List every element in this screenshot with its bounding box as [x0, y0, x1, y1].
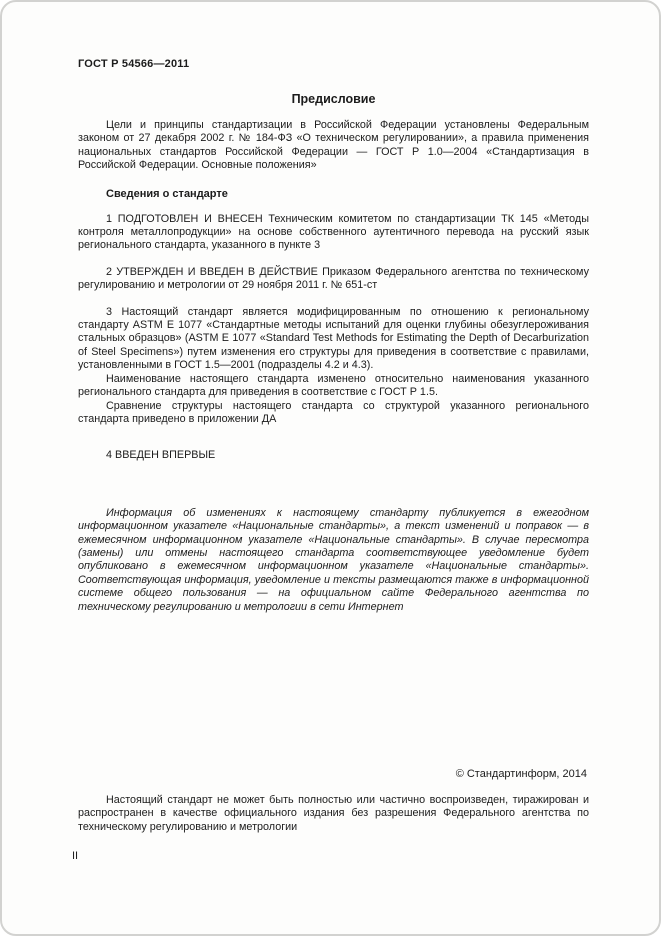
standard-info-item-3: 3 Настоящий стандарт является модифицированным по отношению к региональному стандарту ASTM E 1077 «Стандартные методы испытаний для оценки глубины обезуглероживания стальных образцов» (ASTM E 1077 «Standard Test Methods for Estimating the Depth of Decarburization of Steel Specimens») путем изменения его структуры для приведения в соответствие с правилами, установленными в ГОСТ 1.5—2001 (подразделы 4.2 и 4.3). — [78, 305, 589, 372]
amendments-info-notice: Информация об изменениях к настоящему стандарту публикуется в ежегодном информационном указателе «Национальные стандарты», а текст изменений и поправок — в ежемесячном информационном указателе «Национальные стандарты». В случае пересмотра (замены) или отмены настоящего стандарта соответствующее уведомление будет опубликовано в ежемесячном информационном указателе «Национальные стандарты». Соответствующая информация, уведомление и тексты размещаются также в информационной системе общего пользования — на официальном сайте Федерального агентства по техническому регулированию и метрологии в сети Интернет — [78, 506, 589, 613]
page-number: II — [72, 850, 79, 862]
standard-info-item-4: 4 ВВЕДЕН ВПЕРВЫЕ — [106, 449, 216, 462]
standard-info-item-2: 2 УТВЕРЖДЕН И ВВЕДЕН В ДЕЙСТВИЕ Приказом Федерального агентства по техническому регулированию и метрологии от 29 ноября 2011 г. № 651-ст — [78, 265, 589, 292]
intro-paragraph: Цели и принципы стандартизации в Российской Федерации установлены Федеральным законом от 27 декабря 2002 г. № 184-ФЗ «О техническом регулировании», а правила применения национальных стандартов Российской Федерации — ГОСТ Р 1.0—2004 «Стандартизация в Российской Федерации. Основные положения» — [78, 119, 589, 172]
page-title: Предисловие — [291, 92, 376, 106]
page-content — [2, 2, 659, 614]
section-heading-standard-info: Сведения о стандарте — [106, 187, 228, 200]
standard-info-item-3-note-1: Наименование настоящего стандарта изменено относительно наименования указанного регионального стандарта для приведения в соответствие с ГОСТ Р 1.5. — [78, 372, 589, 399]
document-number-header: ГОСТ Р 54566—2011 — [78, 58, 190, 70]
reproduction-restriction-note: Настоящий стандарт не может быть полностью или частично воспроизведен, тиражирован и распространен в качестве официального издания без разрешения Федерального агентства по техническому регулированию и метрологии — [78, 794, 589, 833]
standard-info-item-3-note-2: Сравнение структуры настоящего стандарта со структурой указанного регионального стандарта приведено в приложении ДА — [78, 399, 589, 425]
standard-info-item-1: 1 ПОДГОТОВЛЕН И ВНЕСЕН Техническим комитетом по стандартизации ТК 145 «Методы контроля металлопродукции» на основе собственного аутентичного перевода на русский язык регионального стандарта, указанного в пункте 3 — [78, 212, 589, 252]
copyright-line: © Стандартинформ, 2014 — [455, 768, 587, 780]
